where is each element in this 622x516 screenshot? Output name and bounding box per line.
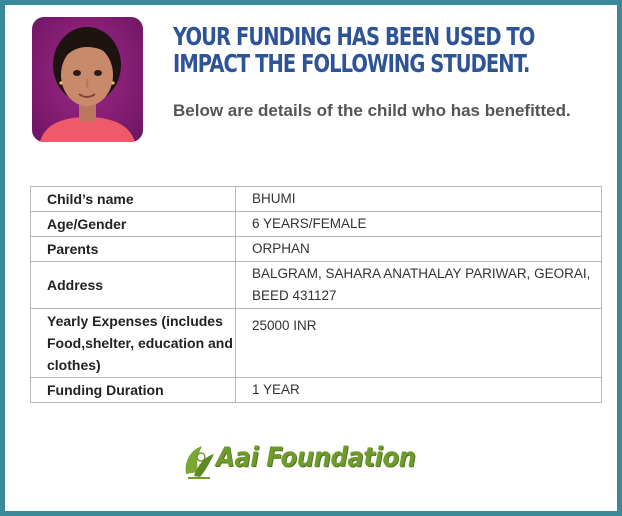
row-label: Yearly Expenses (includes Food,shelter, education and clothes): [31, 309, 236, 378]
logo-wordmark: Aai Foundation: [216, 442, 416, 473]
row-value: 25000 INR: [236, 309, 602, 378]
page-headline: YOUR FUNDING HAS BEEN USED TO IMPACT THE FOLLOWING STUDENT.: [173, 22, 535, 78]
aai-foundation-logo: [180, 438, 450, 482]
row-label: Address: [31, 262, 236, 309]
row-value: BHUMI: [236, 187, 602, 212]
row-value: ORPHAN: [236, 237, 602, 262]
child-photo: [32, 17, 143, 142]
row-label: Funding Duration: [31, 378, 236, 403]
row-value: 1 YEAR: [236, 378, 602, 403]
table-row: [31, 309, 602, 378]
child-details-table: [30, 186, 602, 403]
leaf-figure-icon: [180, 440, 216, 480]
child-portrait-image: [32, 17, 143, 142]
table-row: [31, 262, 602, 309]
row-label: Child’s name: [31, 187, 236, 212]
page-subheading: Below are details of the child who has benefitted.: [173, 101, 571, 120]
row-value: 6 YEARS/FEMALE: [236, 212, 602, 237]
row-value: BALGRAM, SAHARA ANATHALAY PARIWAR, GEORAI, BEED 431127: [236, 262, 602, 309]
table-row: [31, 378, 602, 403]
table-row: [31, 212, 602, 237]
table-row: [31, 187, 602, 212]
table-row: [31, 237, 602, 262]
row-label: Parents: [31, 237, 236, 262]
row-label: Age/Gender: [31, 212, 236, 237]
